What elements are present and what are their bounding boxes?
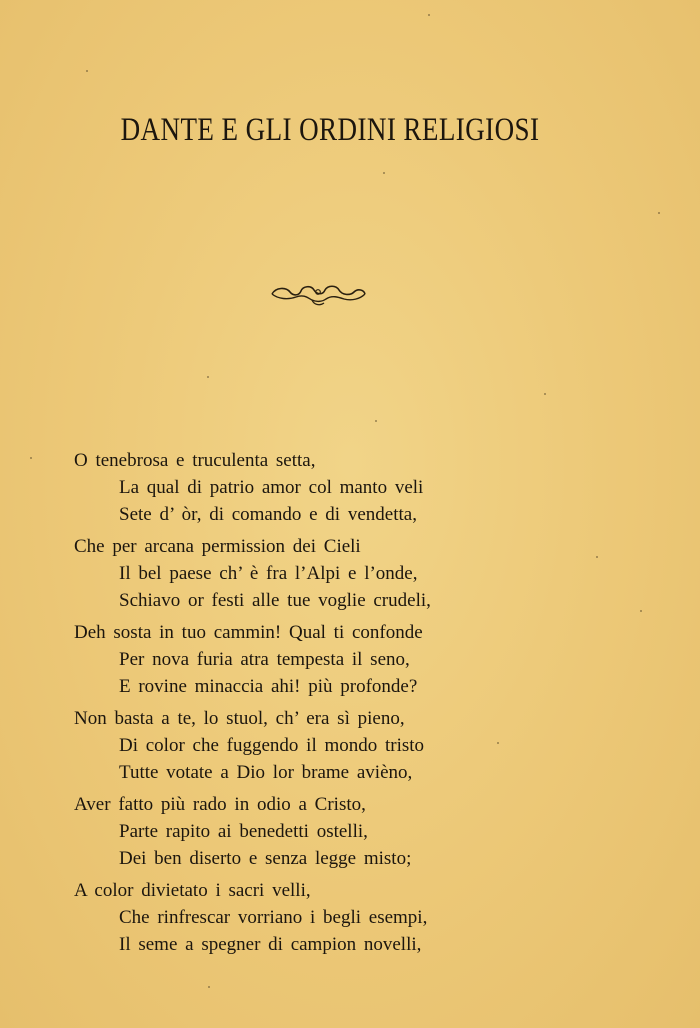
poem-line: Parte rapito ai benedetti ostelli,	[119, 821, 368, 842]
paper-speck	[86, 70, 88, 72]
paper-speck	[30, 457, 32, 459]
poem-line: Tutte votate a Dio lor brame avièno,	[119, 762, 413, 783]
paper-speck	[207, 376, 209, 378]
poem-line: E rovine minaccia ahi! più profonde?	[119, 676, 418, 697]
paper-speck	[640, 610, 642, 612]
poem-line: Non basta a te, lo stuol, ch’ era sì pieno,	[74, 708, 405, 729]
paper-speck	[596, 556, 598, 558]
page-title: DANTE E GLI ORDINI RELIGIOSI	[120, 112, 540, 148]
paper-speck	[544, 393, 546, 395]
decorative-flourish-icon	[268, 278, 368, 310]
poem-line: Che per arcana permission dei Cieli	[74, 536, 361, 557]
paper-speck	[658, 212, 660, 214]
poem-line: Dei ben diserto e senza legge misto;	[119, 848, 412, 869]
poem-line: Di color che fuggendo il mondo tristo	[119, 735, 425, 756]
paper-speck	[497, 742, 499, 744]
poem-line: Deh sosta in tuo cammin! Qual ti confonde	[74, 622, 423, 643]
paper-speck	[375, 420, 377, 422]
paper-speck	[428, 14, 430, 16]
poem-line: O tenebrosa e truculenta setta,	[74, 450, 316, 471]
poem-line: La qual di patrio amor col manto veli	[119, 477, 424, 498]
poem-line: Schiavo or festi alle tue voglie crudeli,	[119, 590, 431, 611]
poem-line: Il bel paese ch’ è fra l’Alpi e l’onde,	[119, 563, 418, 584]
paper-speck	[208, 986, 210, 988]
poem-line: Che rinfrescar vorriano i begli esempi,	[119, 907, 428, 928]
poem-line: Il seme a spegner di campion novelli,	[119, 934, 422, 955]
poem-line: Aver fatto più rado in odio a Cristo,	[74, 794, 366, 815]
poem-line: Sete d’ òr, di comando e di vendetta,	[119, 504, 417, 525]
poem-line: Per nova furia atra tempesta il seno,	[119, 649, 410, 670]
poem-line: A color divietato i sacri velli,	[74, 880, 311, 901]
paper-speck	[383, 172, 385, 174]
